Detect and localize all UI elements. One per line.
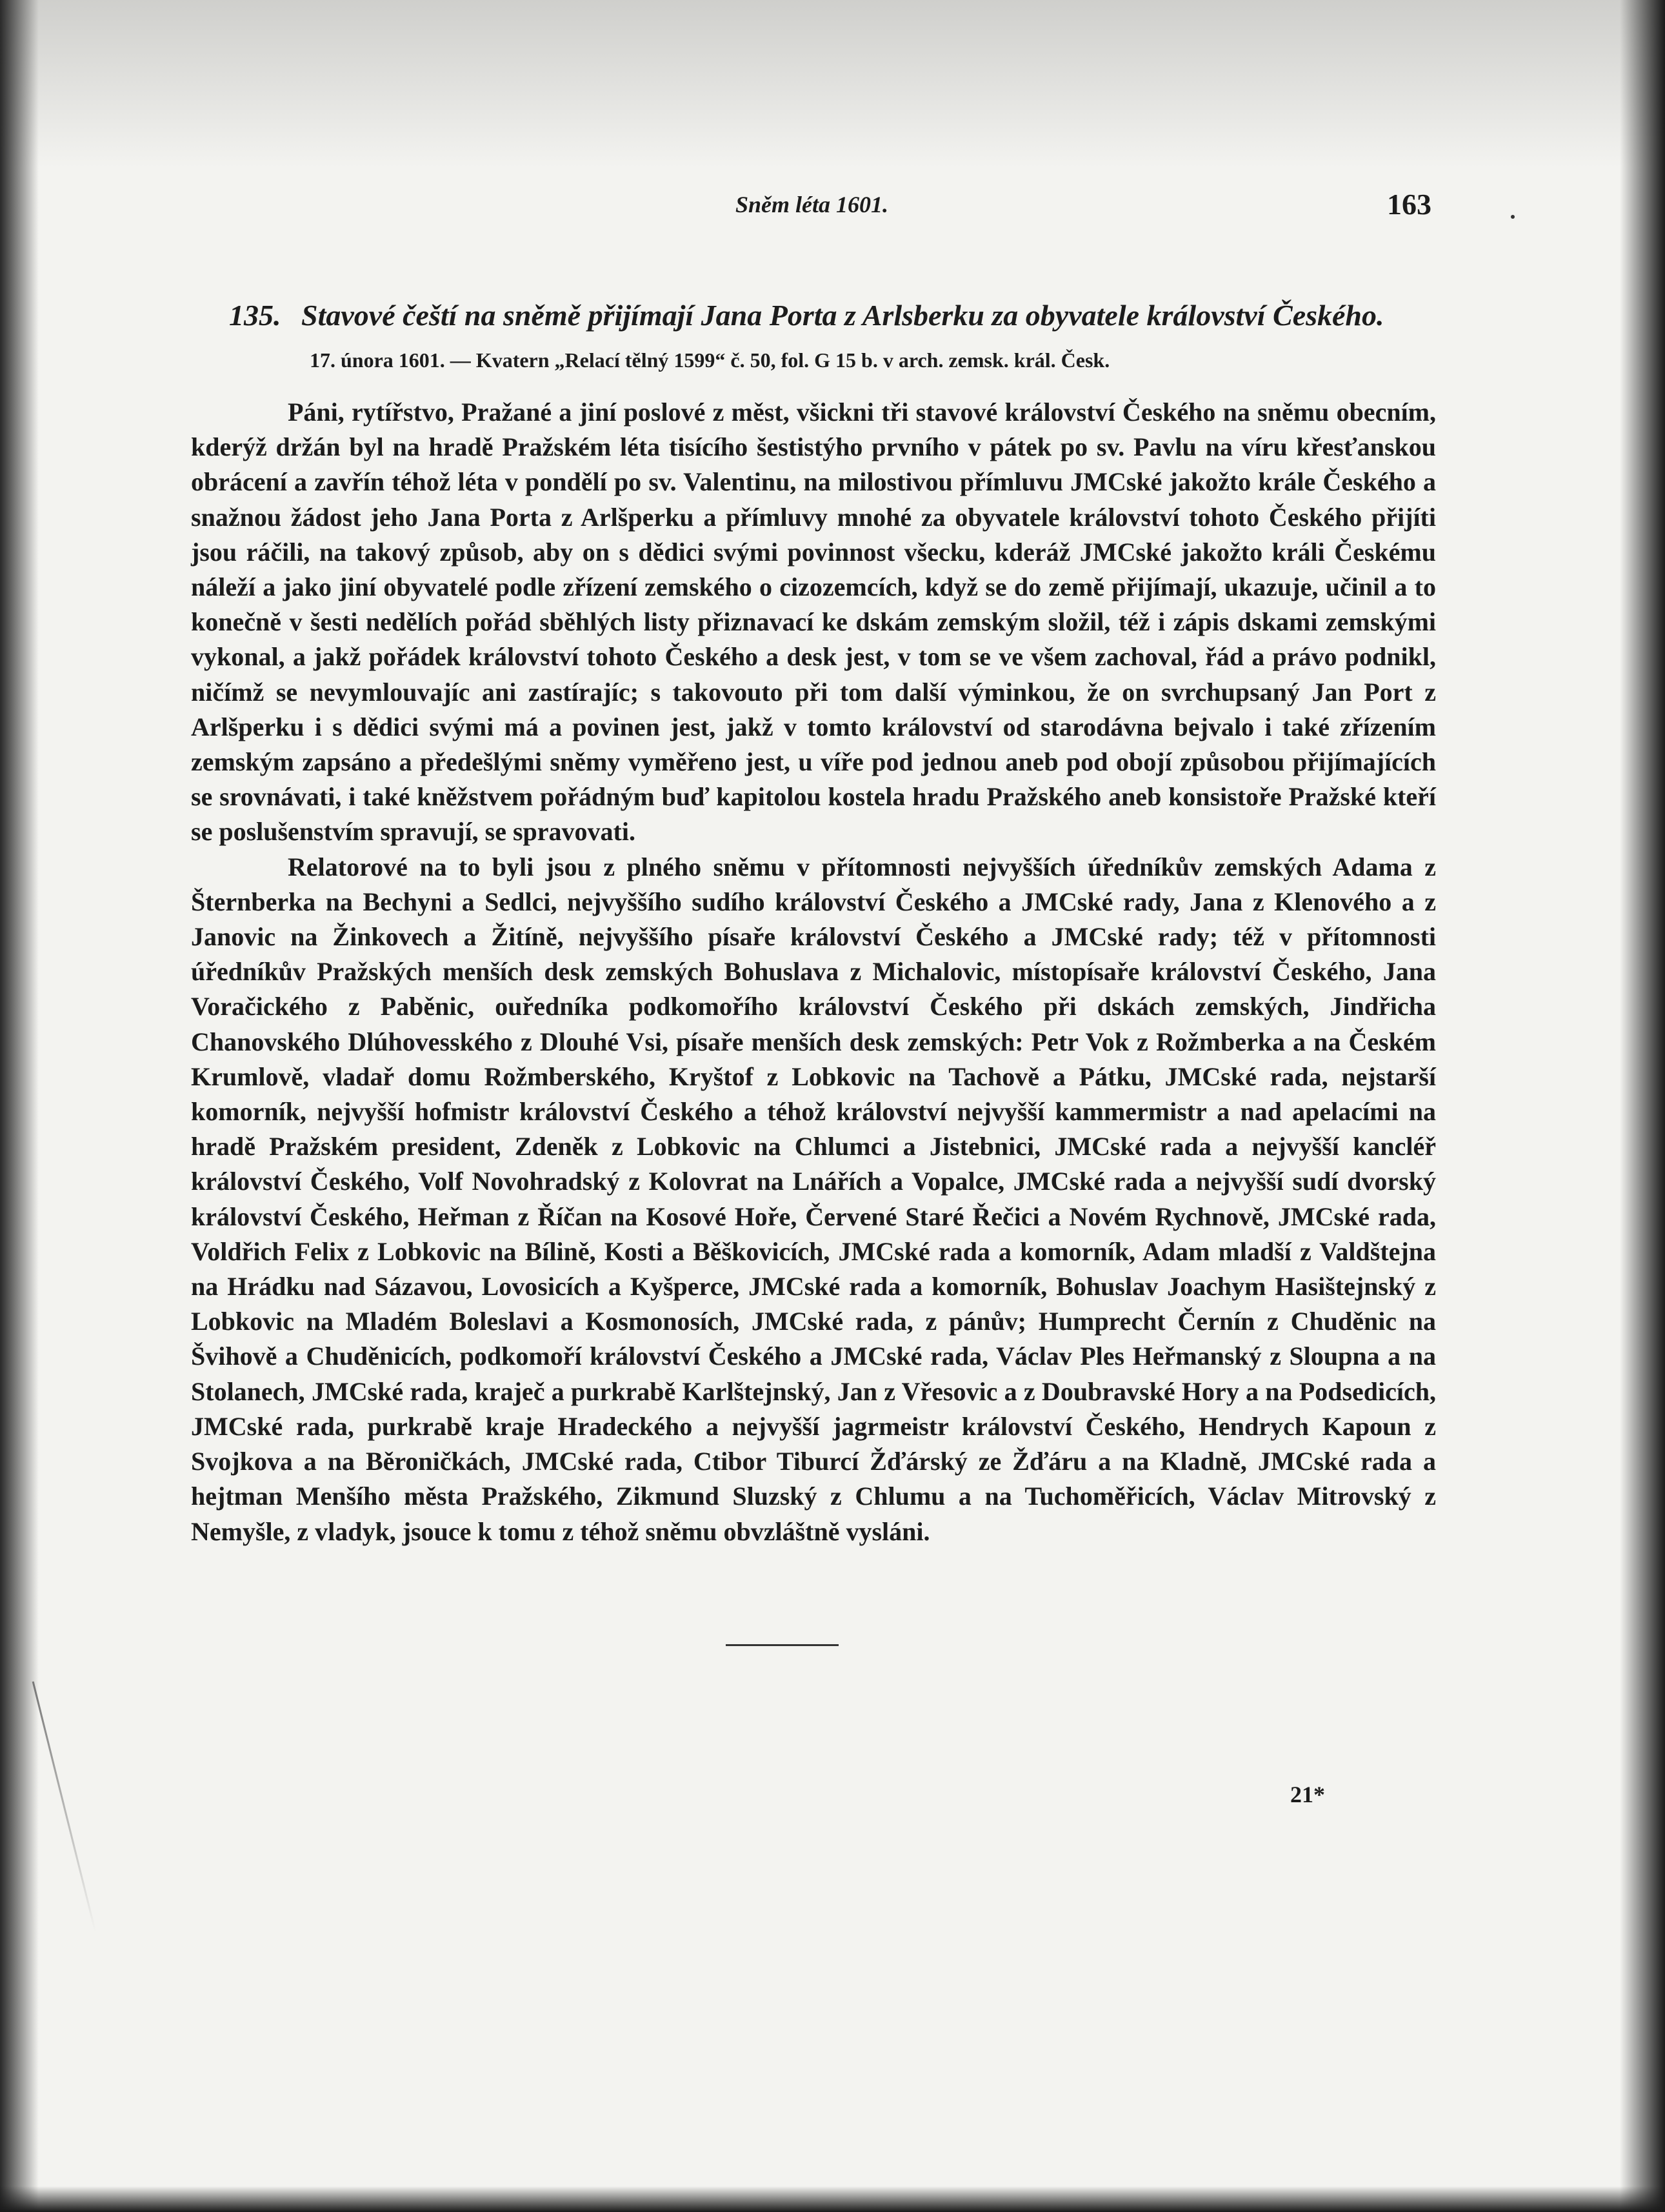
page-number: 163 bbox=[1387, 188, 1431, 221]
page-edge-left bbox=[0, 0, 39, 2212]
page-edge-bottom bbox=[0, 2186, 1665, 2212]
signature-mark: 21* bbox=[1290, 1782, 1325, 1807]
document-number: 135. bbox=[229, 299, 281, 332]
page-shadow-top bbox=[0, 0, 1665, 168]
document-heading bbox=[229, 298, 1455, 332]
source-reference: 17. února 1601. — Kvatern „Relací tělný 1599“ č. 50, fol. G 15 b. v arch. zemsk. král. Česk. bbox=[310, 348, 1110, 372]
body-text bbox=[191, 395, 1436, 1549]
section-divider bbox=[726, 1644, 839, 1646]
scan-artifact-dot bbox=[1511, 215, 1515, 219]
running-head: Sněm léta 1601. bbox=[735, 192, 889, 217]
paragraph: Páni, rytířstvo, Pražané a jiní poslové z měst, všickni tři stavové království Českého na sněmu obecním, kderýž držán byl na hradě Pražském léta tisícího šestistýho prvního v pátek po sv. Pavlu na víru křesťanskou obrácení a zavřín téhož léta v pondělí po sv. Valentinu, na milostivou přímluvu JMCské jakožto krále Českého a snažnou žádost jeho Jana Porta z Arlšperku a přímluvy mnohé za obyvatele království tohoto Českého přijíti jsou ráčili, na takový způsob, aby on s dědici svými povinnost všecku, kderáž JMCské jakožto králi Českému náleží a jako jiní obyvatelé podle zřízení zemského o cizozemcích, když se do země přijímají, ukazuje, učinil a to konečně v šesti nedělích pořád sběhlých listy přiznavací ke dskám zemským složil, též i zápis dskami zemskými vykonal, a jakž pořádek království tohoto Českého a desk jest, v tom se ve všem zachoval, řád a právo podnikl, ničímž se nevymlouvajíc ani zastírajíc; s takovouto při tom další výminkou, že on svrchupsaný Jan Port z Arlšperku i s dědici svými má a povinen jest, jakž v tomto království od starodávna bejvalo i také zřízením zemským zapsáno a předešlými sněmy vyměřeno jest, u víře pod jednou aneb pod obojí způsobou přijímajících se srovnávati, i také kněžstvem pořádným buď kapitolou kostela hradu Pražského aneb konsistoře Pražské kteří se poslušenstvím spravují, se spravovati. bbox=[191, 397, 1436, 847]
scan-artifact-line bbox=[32, 1682, 97, 1933]
page-edge-right bbox=[1620, 0, 1665, 2212]
document-title: Stavové čeští na sněmě přijímají Jana Porta z Arlsberku za obyvatele království Českého. bbox=[301, 299, 1384, 332]
paragraph: Relatorové na to byli jsou z plného sněmu v přítomnosti nejvyšších úředníkův zemských Adama z Šternberka na Bechyni a Sedlci, nejvyššího sudího království Českého a JMCské rady, Jana z Klenového a z Janovic na Žinkovech a Žitíně, nejvyššího písaře království Českého a JMCské rady; též v přítomnosti úředníkův Pražských menších desk zemských Bohuslava z Michalovic, místopísaře království Českého, Jana Voračického z Paběnic, ouředníka podkomořího království Českého při dskách zemských, Jindřicha Chanovského Dlúhovesského z Dlouhé Vsi, písaře menších desk zemských: Petr Vok z Rožmberka a na Českém Krumlově, vladař domu Rožmberského, Kryštof z Lobkovic na Tachově a Pátku, JMCské rada, nejstarší komorník, nejvyšší hofmistr království Českého a téhož království nejvyšší kammermistr a nad apelacími na hradě Pražském president, Zdeněk z Lobkovic na Chlumci a Jistebnici, JMCské rada a nejvyšší kancléř království Českého, Volf Novohradský z Kolovrat na Lnářích a Vopalce, JMCské rada a nejvyšší sudí dvorský království Českého, Heřman z Říčan na Kosové Hoře, Červené Staré Řečici a Novém Rychnově, JMCské rada, Voldřich Felix z Lobkovic na Bílině, Kosti a Běškovicích, JMCské rada a komorník, Adam mladší z Valdštejna na Hrádku nad Sázavou, Lovosicích a Kyšperce, JMCské rada a komorník, Bohuslav Joachym Hasištejnský z Lobkovic na Mladém Boleslavi a Kosmonosích, JMCské rada, z pánův; Humprecht Černín z Chuděnic na Švihově a Chuděnicích, podkomoří království Českého a JMCské rada, Václav Ples Heřmanský z Sloupna a na Stolanech, JMCské rada, kraječ a purkrabě Karlštejnský, Jan z Vřesovic a z Doubravské Hory a na Podsedicích, JMCské rada, purkrabě kraje Hradeckého a nejvyšší jagrmeistr království Českého, Hendrych Kapoun z Svojkova a na Běroničkách, JMCské rada, Ctibor Tiburcí Žďárský ze Žďáru a na Kladně, JMCské rada a hejtman Menšího města Pražského, Zikmund Sluzský z Chlumu a na Tuchoměřicích, Václav Mitrovský z Nemyšle, z vladyk, jsouce k tomu z téhož sněmu obvzláštně vysláni. bbox=[191, 852, 1436, 1546]
